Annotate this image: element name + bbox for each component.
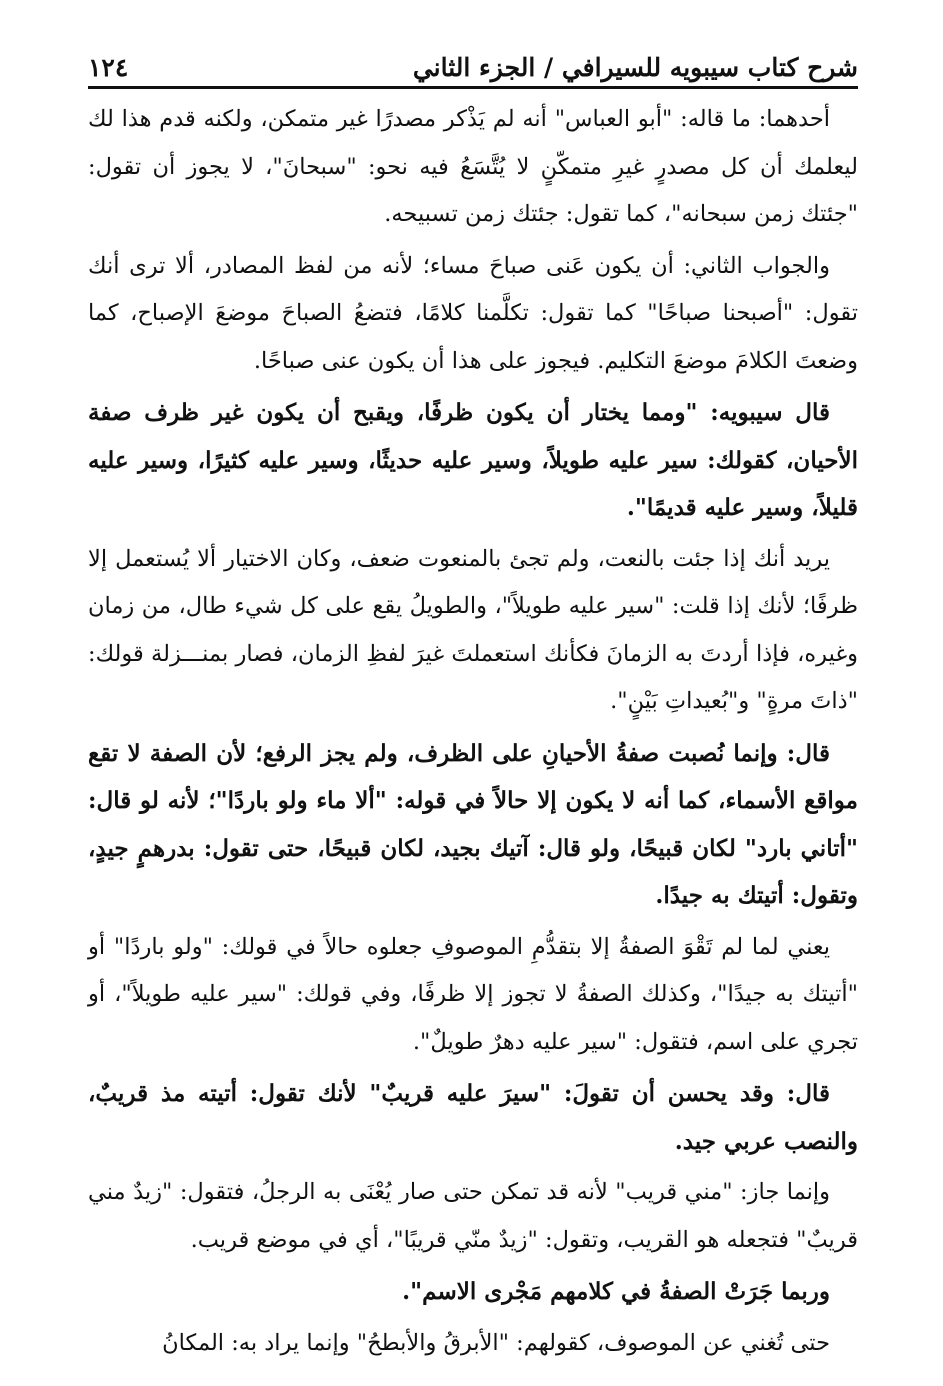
running-title: شرح كتاب سيبويه للسيرافي / الجزء الثاني bbox=[412, 53, 858, 82]
sibawayh-quote: قال: وإنما نُصبت صفةُ الأحيانِ على الظرف، ولم يجز الرفع؛ لأن الصفة لا تقع مواقع الأسماء، كما أنه لا يكون إلا حالاً في قوله: "ألا ماء ولو باردًا"؛ لأنه لو قال: "أتاني بارد" لكان قبيحًا، ولو قال: آتيك بجيد، لكان قبيحًا، حتى تقول: بدرهمٍ جيدٍ، وتقول: أتيتك به جيدًا. bbox=[88, 739, 858, 909]
paragraph: أحدهما: ما قاله: "أبو العباس" أنه لم يَذْكر مصدرًا غير متمكن، ولكنه قدم هذا لك ليعلمك أن كل مصدرٍ غيرِ متمكّنٍ لا يُتَّسَعُ فيه نحو: "سبحانَ"، لا يجوز أن تقول: "جئتك زمن سبحانه"، كما تقول: جئتك زمن تسبيحه. bbox=[88, 106, 858, 227]
paragraph: يعني لما لم تَقْوَ الصفةُ إلا بتقدُّمِ الموصوفِ جعلوه حالاً في قولك: "ولو باردًا" أو "أتيتك به جيدًا"، وكذلك الصفةُ لا تجوز إلا ظرفًا، وفي قولك: "سير عليه طويلاً"، أو تجري على اسم، فتقول: "سير عليه دهرٌ طويلٌ". bbox=[88, 933, 858, 1055]
paragraph: يريد أنك إذا جئت بالنعت، ولم تجئ بالمنعوت ضعف، وكان الاختيار ألا يُستعمل إلا ظرفًا؛ لأنك إذا قلت: "سير عليه طويلاً"، والطويلُ يقع على كل شيء طال، من زمان وغيره، فإذا أردتَ به الزمانَ فكأنك استعملتَ غيرَ لفظِ الزمان، فصار بمنـــزلة قولك: "ذاتَ مرةٍ" و"بُعيداتِ بَيْنٍ". bbox=[88, 545, 858, 714]
sibawayh-quote: وربما جَرَتْ الصفةُ في كلامهم مَجْرى الاسم". bbox=[402, 1278, 830, 1305]
header-rule bbox=[88, 86, 858, 89]
paragraph: حتى تُغني عن الموصوف، كقولهم: "الأبرقُ والأبطحُ" وإنما يراد به: المكانُ bbox=[162, 1329, 830, 1356]
page-header bbox=[88, 30, 858, 82]
page-number: ١٢٤ bbox=[88, 53, 129, 82]
sibawayh-quote: قال سيبويه: "ومما يختار أن يكون ظرفًا، ويقبح أن يكون غير ظرف صفة الأحيان، كقولك: سير عليه طويلاً، وسير عليه حديثًا، وسير عليه كثيرًا، وسير عليه قليلاً، وسير عليه قديمًا". bbox=[88, 399, 858, 521]
paragraph: وإنما جاز: "مني قريب" لأنه قد تمكن حتى صار يُعْنَى به الرجلُ، فتقول: "زيدٌ مني قريبٌ" فتجعله هو القريب، وتقول: "زيدٌ منّي قريبًا"، أي في موضع قريب. bbox=[88, 1179, 858, 1253]
paragraph: والجواب الثاني: أن يكون عَنى صباحَ مساء؛ لأنه من لفظ المصادر، ألا ترى أنك تقول: "أصبحنا صباحًا" كما تقول: تكلَّمنا كلامًا، فتضعُ الصباحَ موضعَ الإصباح، كما وضعتَ الكلامَ موضعَ التكليم. فيجوز على هذا أن يكون عنى صباحًا. bbox=[88, 252, 858, 374]
sibawayh-quote: قال: وقد يحسن أن تقولَ: "سيرَ عليه قريبٌ" لأنك تقول: أتيته مذ قريبٌ، والنصب عربي جيد. bbox=[88, 1080, 858, 1155]
page-body bbox=[88, 96, 858, 1371]
